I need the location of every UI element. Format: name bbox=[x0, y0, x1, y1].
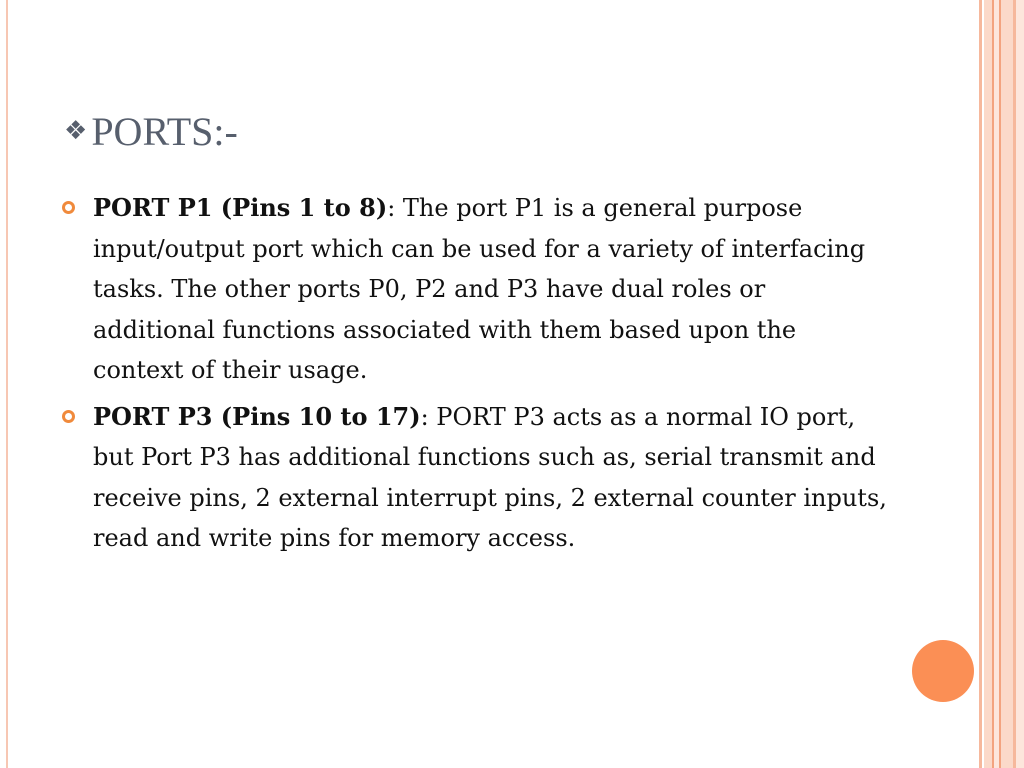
bullet-text: : The port P1 is a general purpose input/output port which can be used for a variety of interfacing tasks. The other ports P0, P2 and P3 have dual roles or additional functions associated with them based upon the context of their usage. bbox=[93, 194, 866, 384]
circle-bullet-icon bbox=[62, 201, 75, 214]
slide-title-text: PORTS:- bbox=[91, 108, 238, 154]
left-border-line bbox=[6, 0, 8, 768]
bullet-label: PORT P1 (Pins 1 to 8) bbox=[93, 193, 388, 222]
right-stripe bbox=[1001, 0, 1013, 768]
bullet-label: PORT P3 (Pins 10 to 17) bbox=[93, 401, 421, 431]
circle-bullet-icon bbox=[62, 410, 75, 423]
bullet-text: : PORT P3 acts as a normal IO port, but Port P3 has additional functions such as, serial transmit and receive pins, 2 external interrupt pins, 2 external counter inputs, read and write pins for memory access. bbox=[93, 402, 887, 552]
diamond-bullet-icon: ❖ bbox=[64, 116, 88, 146]
bullet-item-port-p1 bbox=[62, 188, 892, 391]
bullet-item-port-p3 bbox=[62, 397, 892, 559]
right-stripe bbox=[984, 0, 992, 768]
decorative-circle bbox=[912, 640, 974, 702]
right-stripe bbox=[1016, 0, 1024, 768]
bullet-list bbox=[62, 188, 892, 565]
slide-title bbox=[64, 106, 238, 156]
